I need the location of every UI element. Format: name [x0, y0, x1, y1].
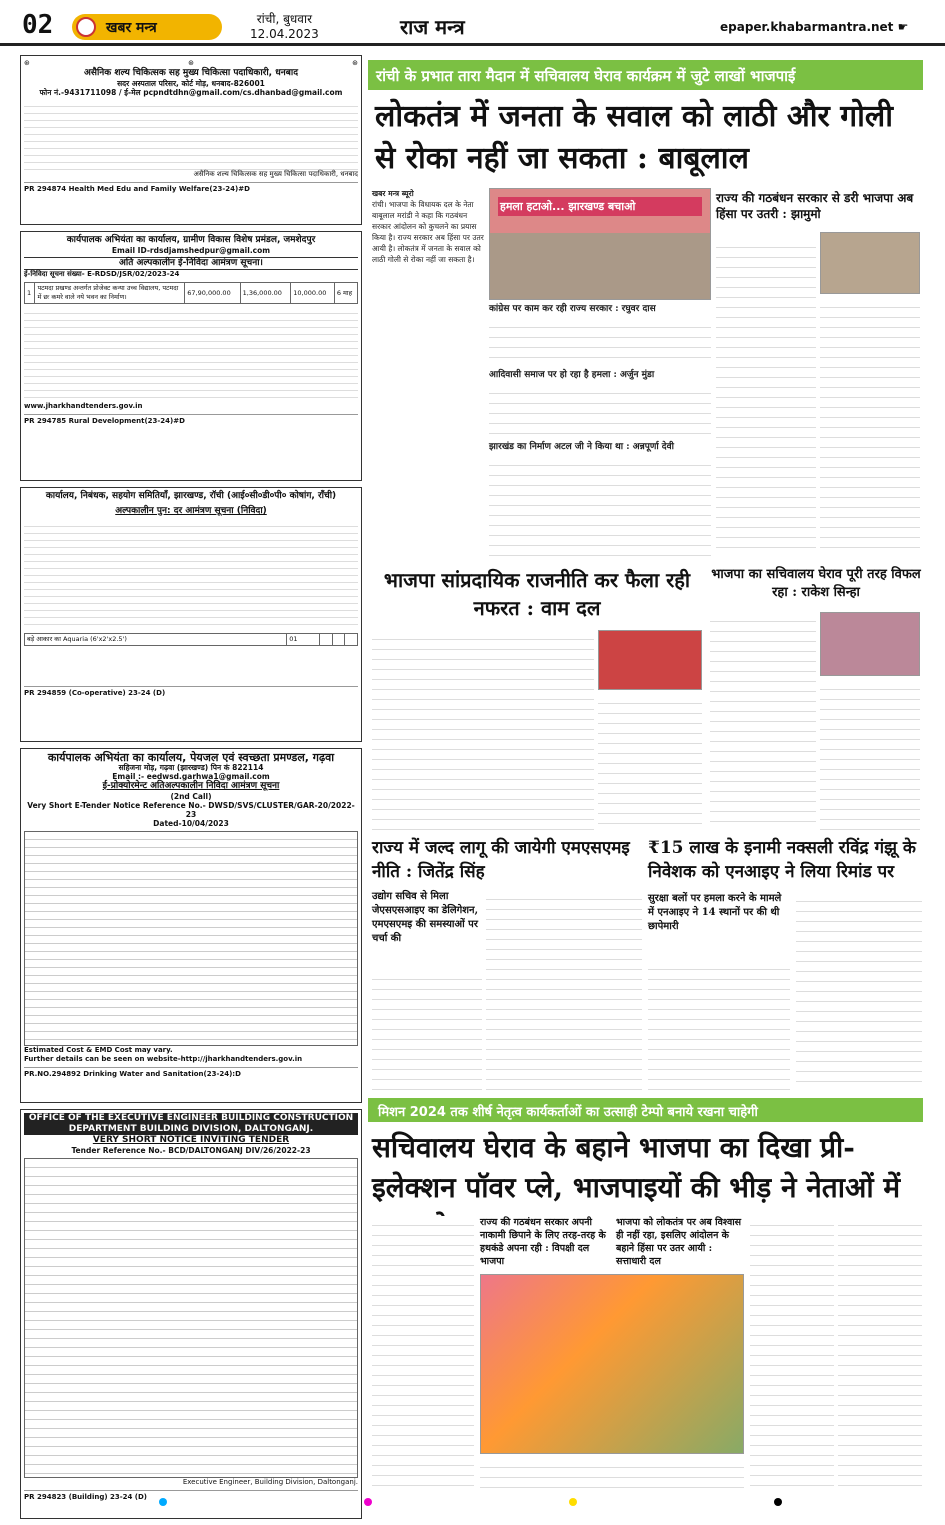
headline-rakesh: भाजपा का सचिवालय घेराव पूरी तरह विफल रहा : राकेश सिन्हा [711, 567, 921, 600]
registration-mark-icon [569, 1498, 577, 1506]
page-number: 02 [22, 10, 54, 40]
registration-mark-icon [774, 1498, 782, 1506]
story-block [716, 238, 816, 556]
pre-election-headline: सचिवालय घेराव के बहाने भाजपा का दिखा प्री-इलेक्शन पॉवर प्ले, भाजपाइयों की भीड़ ने नेताओं में [372, 1131, 901, 1204]
notice-ref: ई-निविदा सूचना संख्या- E-RDSD/JSR/02/2023-24 [24, 270, 180, 278]
headline-nia: ₹15 लाख के इनामी नक्सली रविंद्र गंझू के निवेशक को एनआइए ने लिया रिमांड पर [648, 838, 916, 882]
story-block [598, 694, 702, 830]
notice-email: Email :- eedwsd.garhwa1@gmail.com [112, 772, 270, 781]
emblem-icon: ⊛ [352, 59, 358, 67]
emblem-icon: ⊛ [188, 59, 194, 67]
story-block [372, 630, 594, 830]
pr-number: PR 294874 Health Med Edu and Family Welfare(23-24)#D [24, 182, 358, 194]
date: 12.04.2023 [250, 27, 319, 41]
sub-head-arjun: आदिवासी समाज पर हो रहा है हमला : अर्जुन मुंडा [489, 370, 655, 380]
emblem-icon: ⊛ [24, 59, 30, 67]
headline-left-parties: भाजपा सांप्रदायिक राजनीति कर फैला रही नफरत : वाम दल [383, 568, 691, 620]
quote-opposition: राज्य की गठबंधन सरकार अपनी नाकामी छिपाने के लिए तरह-तरह के हथकंडे अपना रही : विपक्षी दल भाजपा [480, 1217, 606, 1267]
tender-table [24, 633, 358, 646]
notice-address: सदर अस्पताल परिसर, कोर्ट मोड़, धनबाद-826001 [117, 79, 265, 88]
person-photo [820, 612, 920, 676]
notice-call: (2nd Call) [170, 792, 212, 801]
notice-date: Dated-10/04/2023 [153, 819, 229, 828]
story-block [820, 680, 920, 830]
site-url[interactable] [720, 20, 908, 34]
notice-table [24, 1158, 358, 1478]
story-block [710, 612, 816, 830]
sub-head-raghubar: कांग्रेस पर काम कर रही राज्य सरकार : रघुवर दास [489, 304, 656, 314]
notice-table [24, 831, 358, 1046]
top-banner: रांची के प्रभात तारा मैदान में सचिवालय घेराव कार्यक्रम में जुटे लाखों भाजपाई [368, 60, 923, 90]
pr-number: PR.NO.294892 Drinking Water and Sanitation(23-24):D [24, 1067, 358, 1079]
notice-heading: ई-प्रोक्योरमेन्ट अतिअल्पकालीन निविदा आमंत्रण सूचना [102, 781, 280, 791]
story-block [750, 1216, 834, 1488]
notice-ref: Tender Reference No.- BCD/DALTONGANJ DIV/26/2022-23 [71, 1146, 311, 1155]
sub-head-nia: सुरक्षा बलों पर हमला करने के मामले में एनआइए ने 14 स्थानों पर की थी छापेमारी [648, 893, 782, 932]
tender-table [24, 282, 358, 304]
notice-title: असैनिक शल्य चिकित्सक सह मुख्य चिकित्सा पदाधिकारी, धनबाद [84, 68, 298, 78]
sub-head-msme: उद्योग सचिव से मिला जेएसएसआइए का डेलिगेशन, एमएसएमइ की समस्याओं पर चर्चा की [372, 891, 479, 944]
registration-marks [60, 1498, 880, 1508]
notice-heading: अल्पकालीन पुन: दर आमंत्रण सूचना (निविदा) [115, 506, 267, 516]
notice-cost: Estimated Cost & EMD Cost may vary. [24, 1046, 173, 1054]
story-block [372, 970, 482, 1090]
person-photo [820, 232, 920, 294]
pointer-icon: ☛ [897, 20, 909, 34]
notice-body [24, 520, 358, 630]
pr-number: PR 294859 (Co-operative) 23-24 (D) [24, 686, 358, 698]
notice-title: OFFICE OF THE EXECUTIVE ENGINEER BUILDING CONSTRUCTION DEPARTMENT BUILDING DIVISION, DALTONGANJ. [24, 1113, 358, 1135]
masthead [0, 0, 945, 46]
notice-daltonganj [20, 1109, 362, 1519]
notice-title: कार्यपालक अभियंता का कार्यालय, ग्रामीण विकास विशेष प्रमंडल, जमशेदपुर [66, 235, 316, 245]
notices-column [20, 55, 362, 1525]
headline-msme: राज्य में जल्द लागू की जायेगी एमएसएमइ नीति : जितेंद्र सिंह [372, 838, 630, 882]
story-block [489, 456, 711, 556]
quote-ruling: भाजपा को लोकतंत्र पर अब विश्वास ही नहीं रहा, इसलिए आंदोलन के बहाने हिंसा पर उतर आयी : सत्ताधारी दल [616, 1217, 742, 1267]
story-block [796, 892, 922, 1090]
city-day: रांची, बुधवार [256, 12, 312, 26]
table-row: 1 पटमदा प्रखण्ड अन्तर्गत प्रोजेक्ट कन्या उच्च विद्यालय, पटमदा में छः कमरे वाले नये भवन का निर्माण। 67,90,000.00 1,36,000.00 10,000.00 6 माह [25, 283, 358, 304]
lead-headline: लोकतंत्र में जनता के सवाल को लाठी और गोली से रोका नहीं जा सकता : बाबूलाल [375, 99, 894, 176]
mission-banner: मिशन 2024 तक शीर्ष नेतृत्व कार्यकर्ताओं का उत्साही टेम्पो बनाये रखना चाहेगी [368, 1098, 923, 1122]
notice-dhanbad [20, 55, 362, 225]
notice-signer: असैनिक शल्य चिकित्सक सह मुख्य चिकित्सा पदाधिकारी, धनबाद [193, 170, 358, 178]
registration-mark-icon [364, 1498, 372, 1506]
rally-photo [489, 188, 711, 300]
notice-ranchi [20, 487, 362, 742]
site-url-text: epaper.khabarmantra.net [720, 20, 894, 34]
notice-garhwa [20, 748, 362, 1103]
story-block [820, 298, 920, 556]
story-block [648, 960, 790, 1090]
pr-number: PR 294823 (Building) 23-24 (D) [24, 1490, 358, 1502]
notice-body [24, 307, 358, 402]
notice-contact: फोन नं.-9431711098 / ई-मेल pcpndtdhn@gmail.com/cs.dhanbad@gmail.com [39, 88, 343, 97]
story-block [838, 1216, 922, 1488]
dateline [250, 12, 319, 42]
notice-jamshedpur [20, 231, 362, 481]
photo-banner-text: हमला हटाओ... झारखण्ड बचाओ [498, 197, 702, 216]
section-title: राज मन्त्र [400, 15, 465, 39]
notice-address: सहिजना मोड़, गढ़वा (झारखण्ड) पिन कं 822114 [118, 763, 264, 772]
notice-heading: VERY SHORT NOTICE INVITING TENDER [92, 1135, 290, 1145]
table-row: बड़े आकार का Aquaria (6'x2'x2.5') 01 [25, 634, 358, 646]
brand-badge [72, 14, 222, 40]
notice-ref: Very Short E-Tender Notice Reference No.- DWSD/SVS/CLUSTER/GAR-20/2022-23 [27, 801, 355, 819]
notice-title: कार्यालय, निबंधक, सहयोग समितियाँ, झारखण्ड, रॉची (आई०सी०डी०पी० कोषांग, राँची) [45, 491, 337, 501]
lead-story-col1 [372, 188, 484, 560]
protest-photo [598, 630, 702, 690]
notice-title: कार्यपालक अभियंता का कार्यालय, पेयजल एवं स्वच्छता प्रमण्डल, गढ़वा [47, 751, 335, 764]
story-block [372, 1216, 474, 1488]
story-body: रांची। भाजपा के विधायक दल के नेता बाबूलाल मरांडी ने कहा कि गठबंधन सरकार आंदोलन को कुचलने का प्रयास किया है। राज्य सरकार अब हिंसा पर उतर आयी है। लोकतंत्र में जनता के सवाल को लाठी गोली से रोका नहीं जा सकता है। [372, 200, 484, 264]
tender-url[interactable]: www.jharkhandtenders.gov.in [24, 402, 143, 410]
registration-mark-icon [159, 1498, 167, 1506]
story-block [489, 384, 711, 438]
notice-further[interactable]: Further details can be seen on website-http://jharkhandtenders.gov.in [24, 1055, 303, 1063]
notice-signer: Executive Engineer, Building Division, Daltonganj. [182, 1478, 358, 1486]
notice-email: Email ID-rdsdjamshedpur@gmail.com [111, 246, 271, 255]
story-block [480, 1458, 744, 1488]
side-headline-jmm: राज्य की गठबंधन सरकार से डरी भाजपा अब हिंसा पर उतरी : झामुमो [716, 191, 914, 221]
story-block [486, 890, 642, 1090]
story-block [489, 318, 711, 366]
brand-logo-icon [76, 17, 96, 37]
sub-head-annapurna: झारखंड का निर्माण अटल जी ने किया था : अन्नपूर्णा देवी [489, 442, 674, 452]
notice-body [24, 100, 358, 170]
notice-heading: अति अल्पकालीन ई-निविदा आमंत्रण सूचना। [24, 257, 358, 270]
pr-number: PR 294785 Rural Development(23-24)#D [24, 414, 358, 426]
crowd-photo [480, 1274, 744, 1454]
brand-name: खबर मन्त्र [106, 20, 157, 36]
byline: खबर मन्त्र ब्यूरो [372, 189, 414, 198]
